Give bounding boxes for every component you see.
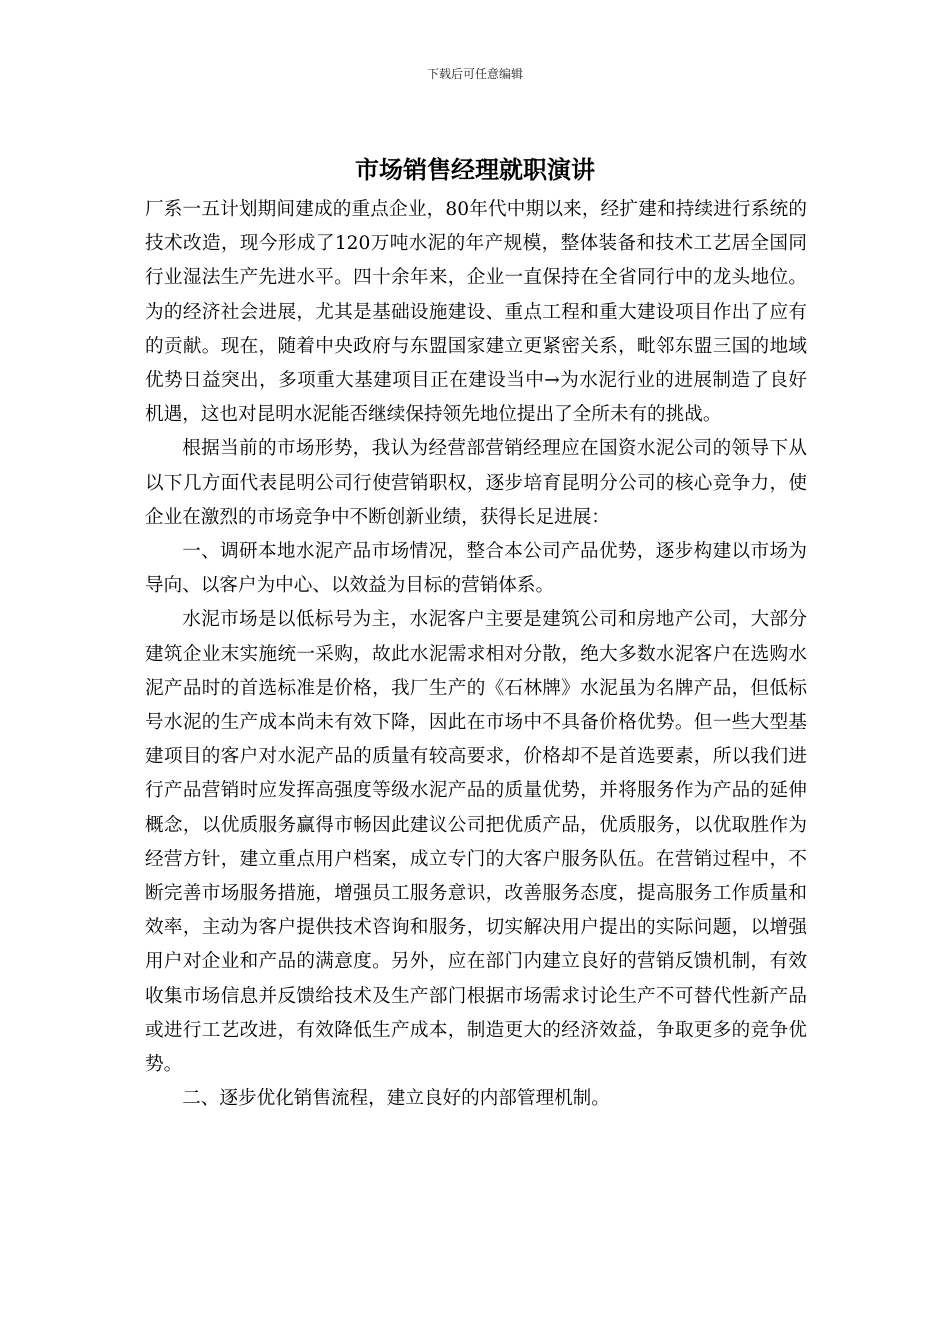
paragraph-point-one: 一、调研本地水泥产品市场情况，整合本公司产品优势，逐步构建以市场为导向、以客户为中心、以效益为目标的营销体系。 xyxy=(145,541,807,597)
document-body xyxy=(145,193,807,1116)
document-title: 市场销售经理就职演讲 xyxy=(355,155,595,184)
paragraph-intro: 厂系一五计划期间建成的重点企业，80年代中期以来，经扩建和持续进行系统的技术改造，现今形成了120万吨水泥的年产规模，整体装备和技术工艺居全国同行业湿法生产先进水平。四十余年来，企业一直保持在全省同行中的龙头地位。为的经济社会进展，尤其是基础设施建设、重点工程和重大建设项目作出了应有的贡献。现在，随着中央政府与东盟国家建立更紧密关系，毗邻东盟三国的地域优势日益突出，多项重大基建项目正在建设当中→为水泥行业的进展制造了良好机遇，这也对昆明水泥能否继续保持领先地位提出了全所未有的挑战。 xyxy=(145,199,807,426)
paragraph-market-situation: 根据当前的市场形势，我认为经营部营销经理应在国资水泥公司的领导下从以下几方面代表昆明公司行使营销职权，逐步培育昆明分公司的核心竞争力，使企业在激烈的市场竞争中不断创新业绩，获得长足进展： xyxy=(145,438,807,528)
paragraph-point-two: 二、逐步优化销售流程，建立良好的内部管理机制。 xyxy=(182,1088,610,1110)
paragraph-cement-market: 水泥市场是以低标号为主，水泥客户主要是建筑公司和房地产公司，大部分建筑企业末实施统一采购，故此水泥需求相对分散，绝大多数水泥客户在选购水泥产品时的首选标准是价格，我厂生产的《石林牌》水泥虽为名牌产品，但低标号水泥的生产成本尚未有效下降，因此在市场中不具备价格优势。但一些大型基建项目的客户对水泥产品的质量有较高要求，价格却不是首选要素，所以我们进行产品营销时应发挥高强度等级水泥产品的质量优势，并将服务作为产品的延伸概念，以优质服务赢得市畅因此建议公司把优质产品，优质服务，以优取胜作为经营方针，建立重点用户档案，成立专门的大客户服务队伍。在营销过程中，不断完善市场服务措施，增强员工服务意识，改善服务态度，提高服务工作质量和效率，主动为客户提供技术咨询和服务，切实解决用户提出的实际问题，以增强用户对企业和产品的满意度。另外，应在部门内建立良好的营销反馈机制，有效收集市场信息并反馈给技术及生产部门根据市场需求讨论生产不可替代性新产品或进行工艺改进，有效降低生产成本，制造更大的经济效益，争取更多的竞争优势。 xyxy=(145,609,807,1076)
header-note: 下载后可任意编辑 xyxy=(426,67,523,81)
